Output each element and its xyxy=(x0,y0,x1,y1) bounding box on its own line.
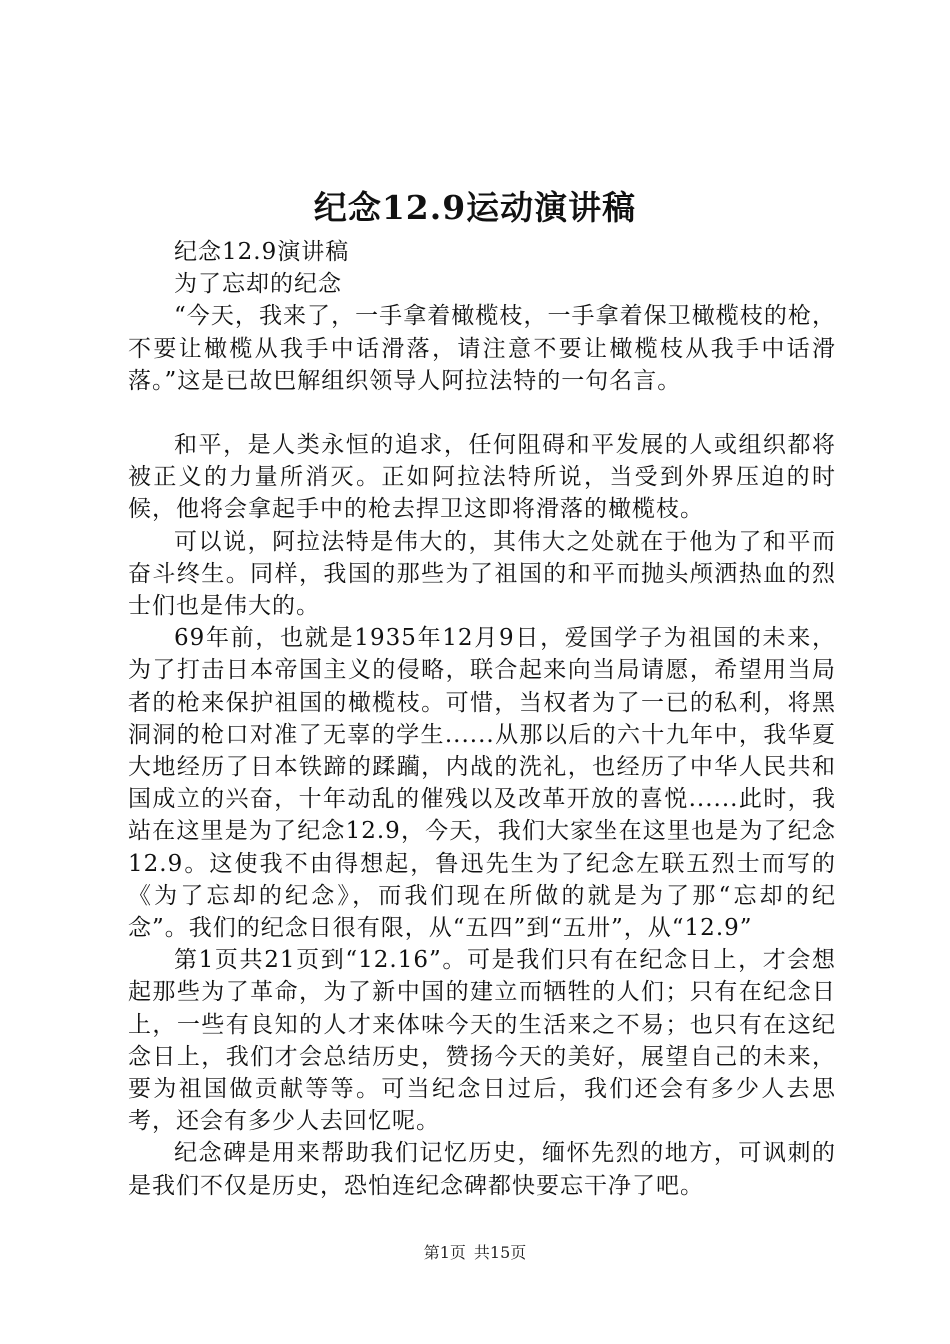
document-title: 纪念12.9运动演讲稿 xyxy=(313,188,637,227)
paragraph: 69年前，也就是1935年12月9日，爱国学子为祖国的未来，为了打击日本帝国主义的侵略，联合起来向当局请愿，希望用当局者的枪来保护祖国的橄榄枝。可惜，当权者为了一已的私利，将黑洞洞的枪口对准了无辜的学生......从那以后的六十九年中，我华夏大地经历了日本铁蹄的蹂躏，内战的洗礼，也经历了中华人民共和国成立的兴奋，十年动乱的催残以及改革开放的喜悦......此时，我站在这里是为了纪念12.9，今天，我们大家坐在这里也是为了纪念12.9。这使我不由得想起，鲁迅先生为了纪念左联五烈士而写的《为了忘却的纪念》，而我们现在所做的就是为了那“忘却的纪念”。我们的纪念日很有限，从“五四”到“五卅”，从“12.9” xyxy=(128,625,836,942)
page-total: 共15页 xyxy=(473,1243,527,1262)
paragraph-quote: “今天，我来了，一手拿着橄榄枝，一手拿着保卫橄榄枝的枪，不要让橄榄从我手中话滑落，请注意不要让橄榄枝从我手中话滑落。”这是已故巴解组织领导人阿拉法特的一句名言。 xyxy=(128,303,836,394)
paragraph: 第1页共21页到“12.16”。可是我们只有在纪念日上，才会想起那些为了革命，为了新中国的建立而牺牲的人们；只有在纪念日上，一些有良知的人才来体味今天的生活来之不易；也只有在这纪念日上，我们才会总结历史，赞扬今天的美好，展望自己的未来，要为祖国做贡献等等。可当纪念日过后，我们还会有多少人去思考，还会有多少人去回忆呢。 xyxy=(128,947,836,1135)
paragraph-heading: 为了忘却的纪念 xyxy=(174,271,342,298)
paragraph-subtitle: 纪念12.9演讲稿 xyxy=(174,239,350,265)
paragraph: 和平，是人类永恒的追求，任何阻碍和平发展的人或组织都将被正义的力量所消灭。正如阿拉法特所说，当受到外界压迫的时候，他将会拿起手中的枪去捍卫这即将滑落的橄榄枝。 xyxy=(128,432,836,523)
document-body xyxy=(128,236,836,1202)
paragraph-spacer xyxy=(128,397,836,429)
paragraph: 纪念碑是用来帮助我们记忆历史，缅怀先烈的地方，可讽刺的是我们不仅是历史，恐怕连纪念碑都快要忘干净了吧。 xyxy=(128,1140,836,1199)
page-footer xyxy=(0,1241,950,1265)
page-number: 第1页 xyxy=(423,1243,466,1262)
paragraph: 可以说，阿拉法特是伟大的，其伟大之处就在于他为了和平而奋斗终生。同样，我国的那些为了祖国的和平而抛头颅洒热血的烈士们也是伟大的。 xyxy=(128,528,836,620)
